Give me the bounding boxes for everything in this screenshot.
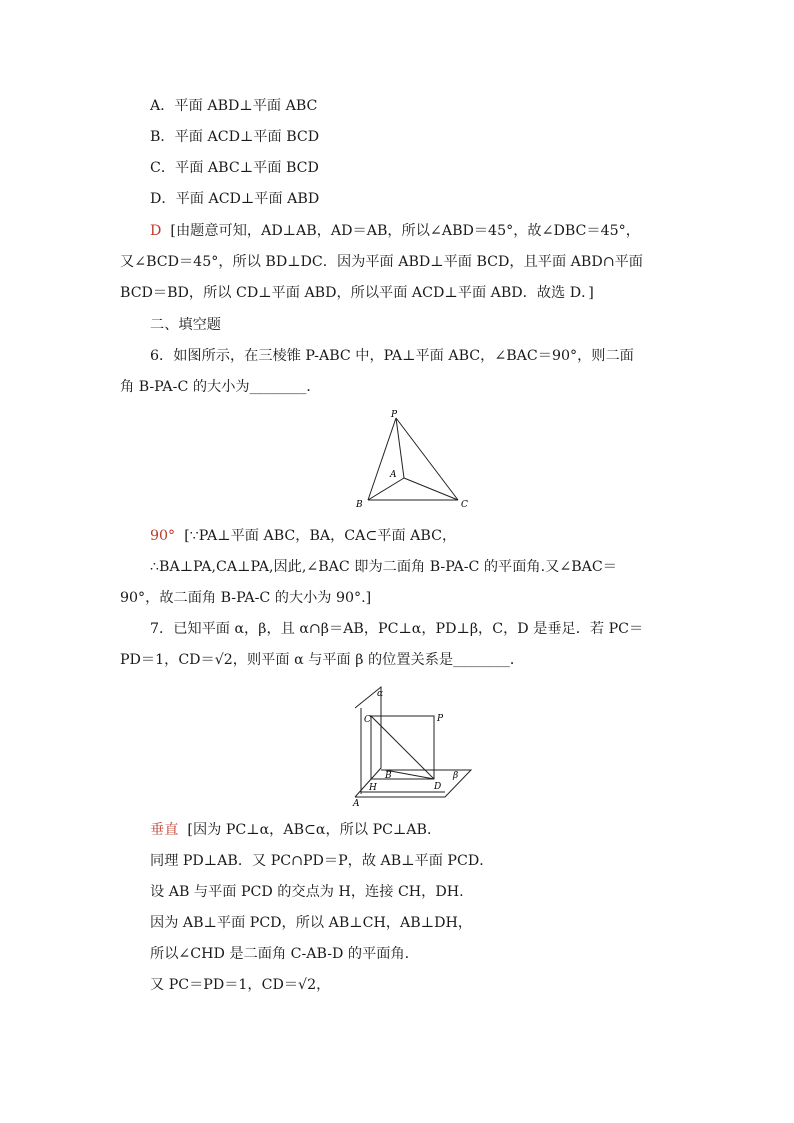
- label-b: B: [356, 500, 363, 510]
- q6-line1: 6．如图所示，在三棱锥 P-ABC 中，PA⊥平面 ABC，∠BAC＝90°，则二面: [150, 348, 634, 364]
- label-p: P: [391, 410, 398, 420]
- answer5-line2: 又∠BCD＝45°，所以 BD⊥DC．因为平面 ABD⊥平面 BCD，且平面 ABD∩平面: [120, 254, 643, 270]
- section-title: 二、填空题: [150, 317, 221, 333]
- answer7-line5: 所以∠CHD 是二面角 C-AB-D 的平面角.: [150, 946, 410, 962]
- label-c: C: [461, 500, 468, 510]
- option-d: D．平面 ACD⊥平面 ABD: [150, 191, 320, 207]
- answer7-line3: 设 AB 与平面 PCD 的交点为 H，连接 CH，DH.: [150, 884, 464, 900]
- label-c: C: [364, 715, 371, 725]
- label-a: A: [353, 799, 360, 808]
- label-d: D: [434, 782, 442, 792]
- label-beta: β: [453, 771, 459, 781]
- label-b: B: [385, 771, 392, 781]
- answer6-line1: [150, 526, 674, 546]
- q7-figure: [345, 682, 480, 808]
- option-a: A．平面 ABD⊥平面 ABC: [150, 98, 318, 114]
- label-alpha: α: [377, 689, 384, 699]
- answer5-line3: BCD＝BD，所以 CD⊥平面 ABD，所以平面 ACD⊥平面 ABD．故选 D．]: [120, 285, 594, 301]
- answer6-value: 90°: [150, 528, 176, 544]
- answer6-line3: 90°，故二面角 B-PA-C 的大小为 90°.]: [120, 590, 372, 606]
- q6-line2: 角 B-PA-C 的大小为________．: [120, 379, 321, 395]
- q6-figure: [350, 408, 480, 516]
- option-c: C．平面 ABC⊥平面 BCD: [150, 160, 319, 176]
- answer7-value: 垂直: [150, 822, 179, 838]
- answer7-line1: [150, 820, 674, 840]
- plane-alpha: [355, 687, 384, 797]
- answer7-line2: 同理 PD⊥AB．又 PC∩PD＝P，故 AB⊥平面 PCD．: [150, 853, 494, 869]
- edge-pb: [368, 418, 396, 500]
- edge-ab: [368, 478, 404, 500]
- answer7-text1: [因为 PC⊥α，AB⊂α，所以 PC⊥AB．: [187, 822, 442, 838]
- answer7-line4: 因为 AB⊥平面 PCD，所以 AB⊥CH，AB⊥DH，: [150, 915, 473, 931]
- answer6-line2: ∴BA⊥PA,CA⊥PA,因此,∠BAC 即为二面角 B-PA-C 的平面角.又∠BAC＝: [150, 559, 617, 575]
- q7-line2: PD＝1，CD＝√2，则平面 α 与平面 β 的位置关系是________．: [120, 652, 525, 668]
- label-h: H: [369, 783, 377, 793]
- label-a: A: [390, 470, 397, 480]
- answer5-text1: [由题意可知，AD⊥AB，AD＝AB，所以∠ABD＝45°，故∠DBC＝45°，: [170, 223, 640, 239]
- label-p: P: [437, 714, 444, 724]
- answer7-line6: 又 PC＝PD＝1，CD＝√2，: [150, 977, 331, 993]
- answer5-line1: [150, 221, 674, 241]
- answer6-text1: [∵PA⊥平面 ABC，BA，CA⊂平面 ABC，: [184, 528, 457, 544]
- option-b: B．平面 ACD⊥平面 BCD: [150, 129, 320, 145]
- q7-line1: 7．已知平面 α，β，且 α∩β＝AB，PC⊥α，PD⊥β，C，D 是垂足．若 PC＝: [150, 621, 644, 637]
- answer5-letter: D: [150, 223, 162, 239]
